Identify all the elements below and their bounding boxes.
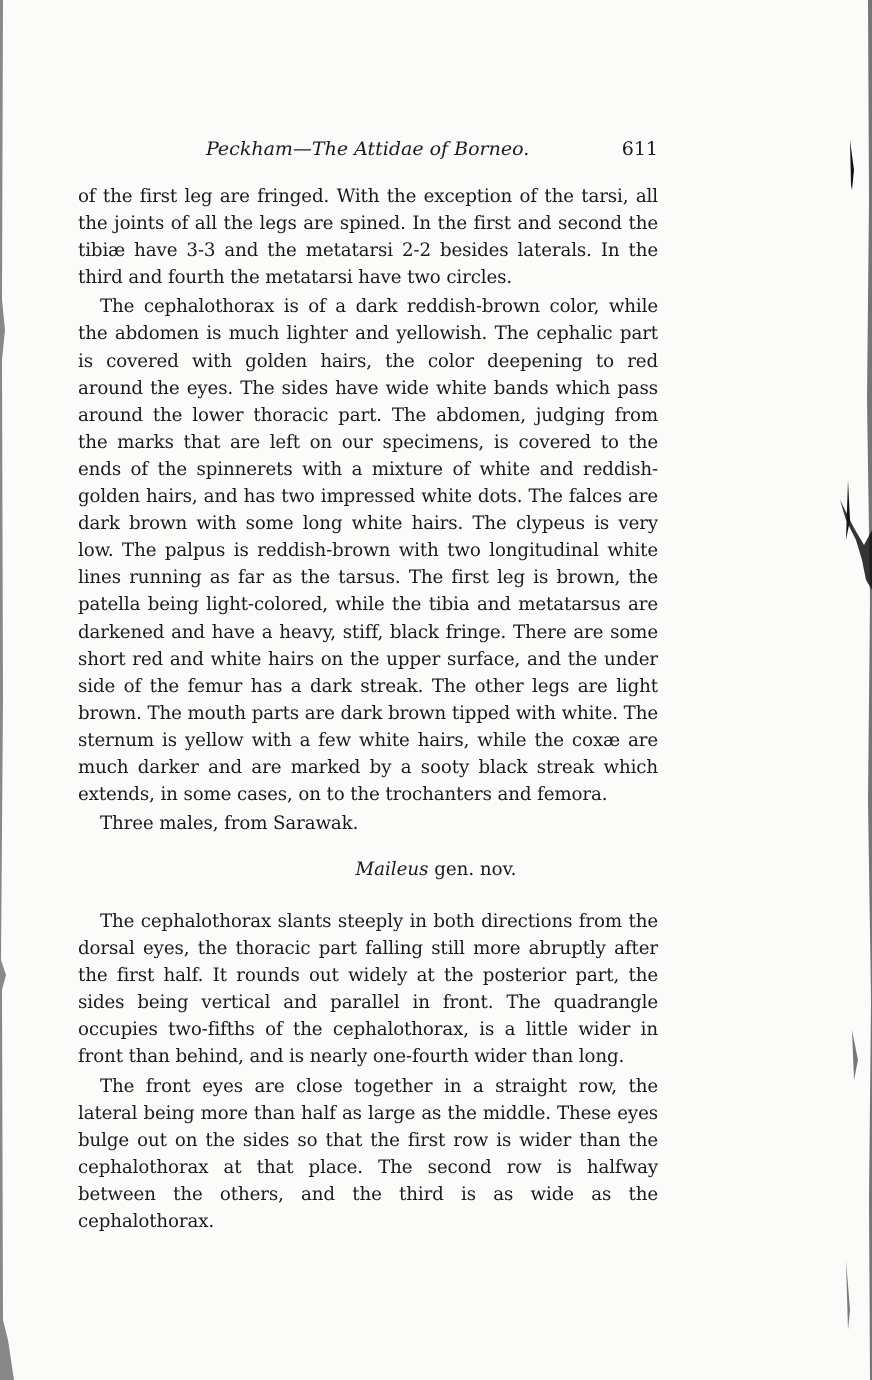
- paragraph-leg-spines: of the first leg are fringed. With the exception of the tarsi, all the joints of all the legs are spined. In the first and second the tibiæ have 3-3 and the metatarsi 2-2 besides laterals. In the third and fourth the metatarsi have two circles.: [78, 186, 658, 289]
- genus-suffix: gen. nov.: [428, 859, 517, 880]
- paragraph-cephalothorax: The cephalothorax slants steeply in both directions from the dorsal eyes, the thoracic part falling still more abruptly after the first half. It rounds out widely at the posterior part, the sides being vertical and parallel in front. The quadrangle occupies two-fifths of the cephalothorax, is a little wider in front than behind, and is nearly one-fourth wider than long.: [78, 911, 658, 1068]
- paragraph-specimens: Three males, from Sarawak.: [100, 813, 359, 835]
- page-number: 611: [621, 138, 658, 160]
- genus-name: Maileus: [355, 859, 429, 880]
- paragraph-eyes: The front eyes are close together in a straight row, the lateral being more than half as large as the middle. These eyes bulge out on the sides so that the first row is wider than the cephalothorax at that place. The second row is halfway between the others, and the third is as wide as the cephalothorax.: [78, 1075, 658, 1233]
- body-text-block-2: [78, 908, 658, 1235]
- genus-heading: [0, 859, 872, 880]
- paragraph-coloration: The cephalothorax is of a dark reddish-brown color, while the abdomen is much lighter and yellowish. The cephalic part is covered with golden hairs, the color deepening to red around the eyes. The sides have wide white bands which pass around the lower thoracic part. The abdomen, judging from the marks that are left on our specimens, is covered to the ends of the spinnerets with a mixture of white and reddish-golden hairs, and has two impressed white dots. The falces are dark brown with some long white hairs. The clypeus is very low. The palpus is reddish-brown with two longitudinal white lines running as far as the tarsus. The first leg is brown, the patella being light-colored, while the tibia and metatarsus are darkened and have a heavy, stiff, black fringe. There are some short red and white hairs on the upper surface, and the under side of the femur has a dark streak. The other legs are light brown. The mouth parts are dark brown tipped with white. The sternum is yellow with a few white hairs, while the coxæ are much darker and are marked by a sooty black streak which extends, in some cases, on to the trochanters and femora.: [78, 296, 658, 806]
- body-text-block-1: [78, 183, 658, 837]
- running-title: Peckham—The Attidae of Borneo.: [206, 138, 530, 160]
- left-page-edge: [0, 0, 14, 1380]
- right-page-edge: [832, 0, 872, 1380]
- running-header: [206, 138, 658, 166]
